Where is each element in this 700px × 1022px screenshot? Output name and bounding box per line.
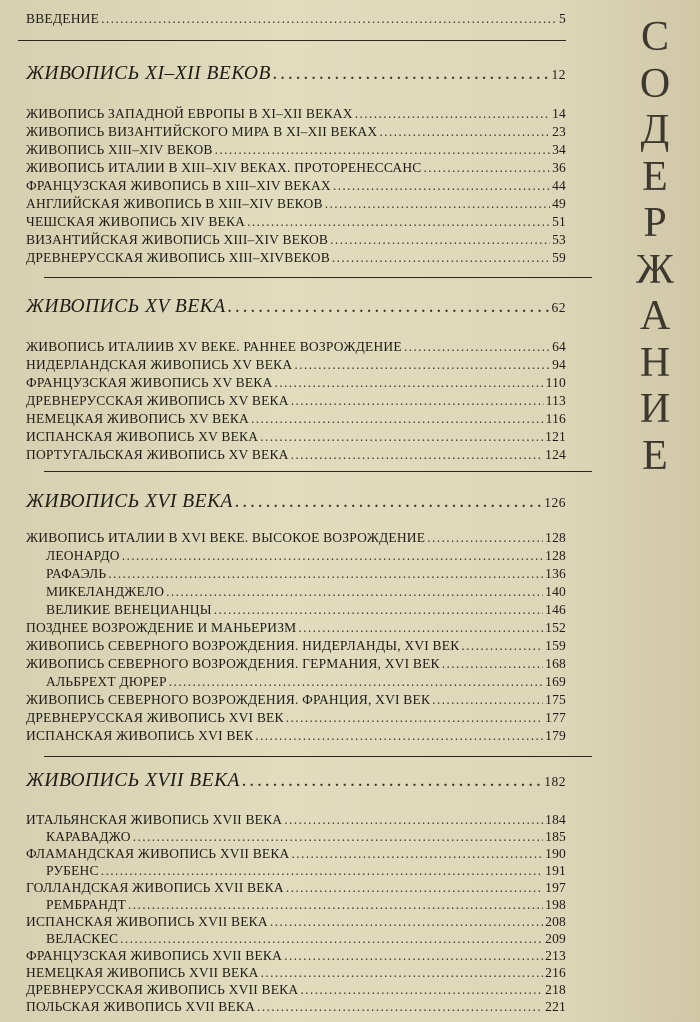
section-page: 62 bbox=[551, 300, 566, 315]
toc-entry-title: НЕМЕЦКАЯ ЖИВОПИСЬ XV ВЕКА bbox=[26, 411, 249, 426]
toc-entry-title: ФРАНЦУЗСКАЯ ЖИВОПИСЬ В XIII–XIV ВЕКАХ bbox=[26, 178, 331, 193]
toc-entry[interactable] bbox=[26, 393, 566, 409]
toc-entry-page: 113 bbox=[545, 393, 566, 408]
toc-entry-page: 213 bbox=[545, 948, 566, 963]
toc-entry-page: 136 bbox=[545, 566, 566, 581]
toc-entry-title: ЖИВОПИСЬ ИТАЛИИ В XVI ВЕКЕ. ВЫСОКОЕ ВОЗРОЖДЕНИЕ bbox=[26, 530, 426, 545]
toc-entry[interactable] bbox=[26, 638, 566, 654]
toc-entry-title: ФРАНЦУЗСКАЯ ЖИВОПИСЬ XV ВЕКА bbox=[26, 375, 273, 390]
toc-section-heading[interactable] bbox=[26, 770, 566, 792]
toc-entry-title: ДРЕВНЕРУССКАЯ ЖИВОПИСЬ XVI ВЕК bbox=[26, 710, 284, 725]
toc-entry-title: ДРЕВНЕРУССКАЯ ЖИВОПИСЬ XV ВЕКА bbox=[26, 393, 289, 408]
toc-entry-title: КАРАВАДЖО bbox=[46, 829, 131, 844]
toc-entry[interactable] bbox=[26, 124, 566, 140]
section-divider bbox=[44, 471, 592, 472]
toc-entry-title: ЛЕОНАРДО bbox=[46, 548, 120, 563]
dot-leader bbox=[298, 620, 543, 636]
toc-entry-title: ЧЕШСКАЯ ЖИВОПИСЬ XIV ВЕКА bbox=[26, 214, 246, 229]
toc-entry-title: ЖИВОПИСЬ СЕВЕРНОГО ВОЗРОЖДЕНИЯ. ГЕРМАНИЯ, XVI ВЕК bbox=[26, 656, 440, 671]
toc-entry[interactable] bbox=[26, 965, 566, 981]
toc-entry-page: 197 bbox=[545, 880, 566, 895]
toc-entry-page: 179 bbox=[545, 728, 566, 743]
dot-leader bbox=[330, 232, 550, 248]
title-letter: Е bbox=[642, 153, 668, 200]
toc-entry[interactable] bbox=[26, 232, 566, 248]
dot-leader bbox=[120, 931, 543, 947]
toc-entry[interactable] bbox=[26, 250, 566, 266]
toc-entry-page: 34 bbox=[552, 142, 566, 157]
title-letter: С bbox=[640, 14, 669, 60]
section-page: 126 bbox=[544, 495, 566, 510]
dot-leader bbox=[255, 728, 543, 744]
dot-leader bbox=[424, 160, 551, 176]
toc-entry-page: 44 bbox=[552, 178, 566, 193]
toc-entry-title: ИСПАНСКАЯ ЖИВОПИСЬ XV ВЕКА bbox=[26, 429, 259, 444]
dot-leader bbox=[274, 375, 543, 391]
toc-entry-page: 184 bbox=[545, 812, 566, 827]
toc-entry-page: 121 bbox=[545, 429, 566, 444]
toc-entry-title: ИТАЛЬЯНСКАЯ ЖИВОПИСЬ XVII ВЕКА bbox=[26, 812, 283, 827]
toc-entry-title: ФЛАМАНДСКАЯ ЖИВОПИСЬ XVII ВЕКА bbox=[26, 846, 290, 861]
toc-entry-page: 128 bbox=[545, 530, 566, 545]
toc-entry-page: 159 bbox=[545, 638, 566, 653]
toc-entry-title: ПОРТУГАЛЬСКАЯ ЖИВОПИСЬ XV ВЕКА bbox=[26, 447, 289, 462]
title-letter: Д bbox=[640, 107, 670, 153]
toc-entry-title: ЖИВОПИСЬ ИТАЛИИ В XIII–XIV ВЕКАХ. ПРОТОРЕНЕССАНС bbox=[26, 160, 422, 175]
toc-subentry[interactable] bbox=[26, 863, 566, 879]
toc-entry-title: ЖИВОПИСЬ ЗАПАДНОЙ ЕВРОПЫ В XI–XII ВЕКАХ bbox=[26, 106, 353, 121]
section-divider bbox=[44, 756, 592, 757]
dot-leader bbox=[242, 770, 542, 792]
title-letter: Н bbox=[639, 339, 671, 386]
dot-leader bbox=[333, 178, 550, 194]
toc-entry-page: 208 bbox=[545, 914, 566, 929]
toc-entry-title: ВЕЛИКИЕ ВЕНЕЦИАНЦЫ bbox=[46, 602, 212, 617]
dot-leader bbox=[461, 638, 543, 654]
section-title: ЖИВОПИСЬ XI–XII ВЕКОВ bbox=[26, 63, 271, 84]
toc-entry-title: ВЕЛАСКЕС bbox=[46, 931, 119, 946]
toc-entry[interactable] bbox=[26, 339, 566, 355]
toc-entry-title: ФРАНЦУЗСКАЯ ЖИВОПИСЬ XVII ВЕКА bbox=[26, 948, 283, 963]
toc-entry-page: 169 bbox=[545, 674, 566, 689]
toc-entry-title: АЛЬБРЕХТ ДЮРЕР bbox=[46, 674, 167, 689]
toc-entry-page: 140 bbox=[545, 584, 566, 599]
toc-entry-page: 94 bbox=[552, 357, 566, 372]
dot-leader bbox=[247, 214, 550, 230]
toc-subentry[interactable] bbox=[26, 584, 566, 600]
dot-leader bbox=[228, 296, 550, 318]
toc-subentry[interactable] bbox=[26, 829, 566, 845]
toc-subentry[interactable] bbox=[26, 566, 566, 582]
toc-entry-page: 216 bbox=[545, 965, 566, 980]
toc-entry-page: 146 bbox=[545, 602, 566, 617]
toc-entry-title: ВИЗАНТИЙСКАЯ ЖИВОПИСЬ XIII–XIV ВЕКОВ bbox=[26, 232, 329, 247]
section-title: ЖИВОПИСЬ XV ВЕКА bbox=[26, 296, 226, 317]
toc-entry-title: ИСПАНСКАЯ ЖИВОПИСЬ XVII ВЕКА bbox=[26, 914, 268, 929]
toc-entry[interactable] bbox=[26, 196, 566, 212]
toc-section-heading[interactable] bbox=[26, 63, 566, 85]
toc-entry-title: МИКЕЛАНДЖЕЛО bbox=[46, 584, 165, 599]
dot-leader bbox=[101, 863, 543, 879]
toc-entry-title: ЖИВОПИСЬ СЕВЕРНОГО ВОЗРОЖДЕНИЯ. ФРАНЦИЯ, XVI ВЕК bbox=[26, 692, 431, 707]
toc-entry-title: ЖИВОПИСЬ ВИЗАНТИЙСКОГО МИРА В XI–XII ВЕКАХ bbox=[26, 124, 378, 139]
toc-entry-page: 221 bbox=[545, 999, 566, 1014]
toc-entry[interactable] bbox=[26, 982, 566, 998]
toc-entry[interactable] bbox=[26, 999, 566, 1015]
dot-leader bbox=[432, 692, 543, 708]
toc-entry-page: 53 bbox=[552, 232, 566, 247]
dot-leader bbox=[166, 584, 543, 600]
toc-entry-title: НЕМЕЦКАЯ ЖИВОПИСЬ XVII ВЕКА bbox=[26, 965, 259, 980]
toc-entry[interactable] bbox=[26, 812, 566, 828]
toc-entry-page: 59 bbox=[552, 250, 566, 265]
toc-entry-page: 116 bbox=[545, 411, 566, 426]
dot-leader bbox=[291, 447, 544, 463]
dot-leader bbox=[286, 880, 543, 896]
toc-entry-page: 191 bbox=[545, 863, 566, 878]
toc-entry-page: 177 bbox=[545, 710, 566, 725]
toc-subentry[interactable] bbox=[26, 931, 566, 947]
section-page: 182 bbox=[544, 774, 566, 789]
toc-entry-title: ПОЛЬСКАЯ ЖИВОПИСЬ XVII ВЕКА bbox=[26, 999, 256, 1014]
dot-leader bbox=[379, 124, 550, 140]
title-letter: И bbox=[639, 386, 671, 432]
section-title: ЖИВОПИСЬ XVII ВЕКА bbox=[26, 770, 240, 791]
toc-entry[interactable] bbox=[26, 530, 566, 546]
dot-leader bbox=[325, 196, 550, 212]
section-divider bbox=[44, 277, 592, 278]
toc-entry[interactable] bbox=[26, 846, 566, 862]
dot-leader bbox=[122, 548, 543, 564]
toc-entry-page: 14 bbox=[552, 106, 566, 121]
section-divider bbox=[18, 40, 566, 41]
toc-entry-title: ГОЛЛАНДСКАЯ ЖИВОПИСЬ XVII ВЕКА bbox=[26, 880, 284, 895]
toc-section-heading[interactable] bbox=[26, 491, 566, 513]
toc-entry[interactable] bbox=[26, 692, 566, 708]
dot-leader bbox=[442, 656, 543, 672]
toc-entry-title: ДРЕВНЕРУССКАЯ ЖИВОПИСЬ XIII–XIVВЕКОВ bbox=[26, 250, 330, 265]
toc-entry-page: 175 bbox=[545, 692, 566, 707]
toc-entry[interactable] bbox=[26, 656, 566, 672]
toc-subentry[interactable] bbox=[26, 548, 566, 564]
toc-entry-page: 218 bbox=[545, 982, 566, 997]
section-page: 12 bbox=[551, 67, 566, 82]
dot-leader bbox=[284, 812, 543, 828]
dot-leader bbox=[257, 999, 543, 1015]
toc-entry[interactable] bbox=[26, 106, 566, 122]
toc-entry-page: 209 bbox=[545, 931, 566, 946]
dot-leader bbox=[332, 250, 550, 266]
toc-entry[interactable] bbox=[26, 447, 566, 463]
toc-entry[interactable] bbox=[26, 214, 566, 230]
dot-leader bbox=[286, 710, 543, 726]
toc-entry-title: РЕМБРАНДТ bbox=[46, 897, 127, 912]
toc-entry-title: ВВЕДЕНИЕ bbox=[26, 11, 100, 26]
toc-entry[interactable] bbox=[26, 160, 566, 176]
toc-entry-page: 185 bbox=[545, 829, 566, 844]
toc-entry-title: ИСПАНСКАЯ ЖИВОПИСЬ XVI ВЕК bbox=[26, 728, 254, 743]
dot-leader bbox=[355, 106, 550, 122]
toc-entry[interactable] bbox=[26, 429, 566, 445]
dot-leader bbox=[273, 63, 550, 85]
toc-entry[interactable] bbox=[26, 948, 566, 964]
toc-entry-title: РУБЕНС bbox=[46, 863, 99, 878]
toc-entry-page: 36 bbox=[552, 160, 566, 175]
toc-entry-title: АНГЛИЙСКАЯ ЖИВОПИСЬ В XIII–XIV ВЕКОВ bbox=[26, 196, 323, 211]
toc-entry[interactable] bbox=[26, 880, 566, 896]
dot-leader bbox=[133, 829, 543, 845]
toc-entry-page: 51 bbox=[552, 214, 566, 229]
dot-leader bbox=[108, 566, 543, 582]
section-title: ЖИВОПИСЬ XVI ВЕКА bbox=[26, 491, 233, 512]
toc-entry[interactable] bbox=[26, 710, 566, 726]
title-letter: О bbox=[639, 60, 671, 107]
toc-entry-title: ЖИВОПИСЬ ИТАЛИИВ XV ВЕКЕ. РАННЕЕ ВОЗРОЖДЕНИЕ bbox=[26, 339, 402, 354]
title-letter: А bbox=[639, 293, 671, 339]
toc-entry-page: 152 bbox=[545, 620, 566, 635]
toc-entry[interactable] bbox=[26, 914, 566, 930]
dot-leader bbox=[251, 411, 544, 427]
toc-entry-page: 49 bbox=[552, 196, 566, 211]
toc-entry[interactable] bbox=[26, 178, 566, 194]
toc-entry-page: 110 bbox=[545, 375, 566, 390]
toc-entry[interactable] bbox=[26, 375, 566, 391]
dot-leader bbox=[292, 846, 544, 862]
dot-leader bbox=[215, 142, 550, 158]
toc-entry-title: РАФАЭЛЬ bbox=[46, 566, 107, 581]
toc-entry[interactable] bbox=[26, 620, 566, 636]
toc-section-heading[interactable] bbox=[26, 296, 566, 318]
dot-leader bbox=[270, 914, 543, 930]
toc-entry-title: ЖИВОПИСЬ XIII–XIV ВЕКОВ bbox=[26, 142, 213, 157]
toc-entry-page: 23 bbox=[552, 124, 566, 139]
dot-leader bbox=[427, 530, 543, 546]
dot-leader bbox=[294, 357, 550, 373]
dot-leader bbox=[128, 897, 543, 913]
toc-subentry[interactable] bbox=[26, 602, 566, 618]
toc-entry-page: 124 bbox=[545, 447, 566, 462]
toc-entry[interactable] bbox=[26, 411, 566, 427]
dot-leader bbox=[291, 393, 544, 409]
toc-entry-page: 190 bbox=[545, 846, 566, 861]
toc-entry-page: 128 bbox=[545, 548, 566, 563]
toc-entry[interactable] bbox=[26, 728, 566, 744]
dot-leader bbox=[404, 339, 550, 355]
toc-entry-page: 168 bbox=[545, 656, 566, 671]
toc-entry-title: НИДЕРЛАНДСКАЯ ЖИВОПИСЬ XV ВЕКА bbox=[26, 357, 293, 372]
toc-entry-title: ЖИВОПИСЬ СЕВЕРНОГО ВОЗРОЖДЕНИЯ. НИДЕРЛАНДЫ, XVI ВЕК bbox=[26, 638, 460, 653]
dot-leader bbox=[300, 982, 543, 998]
toc-entry-title: ДРЕВНЕРУССКАЯ ЖИВОПИСЬ XVII ВЕКА bbox=[26, 982, 299, 997]
title-letter: Ж bbox=[636, 246, 674, 293]
dot-leader bbox=[235, 491, 542, 513]
title-letter: Е bbox=[642, 432, 668, 479]
dot-leader bbox=[261, 965, 544, 981]
dot-leader bbox=[284, 948, 543, 964]
toc-entry[interactable] bbox=[26, 357, 566, 373]
toc-subentry[interactable] bbox=[26, 674, 566, 690]
toc-entry-page: 64 bbox=[552, 339, 566, 354]
dot-leader bbox=[169, 674, 543, 690]
toc-subentry[interactable] bbox=[26, 897, 566, 913]
toc-entry[interactable] bbox=[26, 142, 566, 158]
toc-entry-page: 5 bbox=[559, 11, 566, 26]
dot-leader bbox=[214, 602, 543, 618]
toc-entry-page: 198 bbox=[545, 897, 566, 912]
dot-leader bbox=[260, 429, 543, 445]
dot-leader bbox=[101, 11, 557, 27]
vertical-page-title bbox=[630, 14, 680, 479]
toc-intro[interactable] bbox=[26, 11, 566, 27]
title-letter: Р bbox=[643, 200, 667, 246]
toc-entry-title: ПОЗДНЕЕ ВОЗРОЖДЕНИЕ И МАНЬЕРИЗМ bbox=[26, 620, 297, 635]
